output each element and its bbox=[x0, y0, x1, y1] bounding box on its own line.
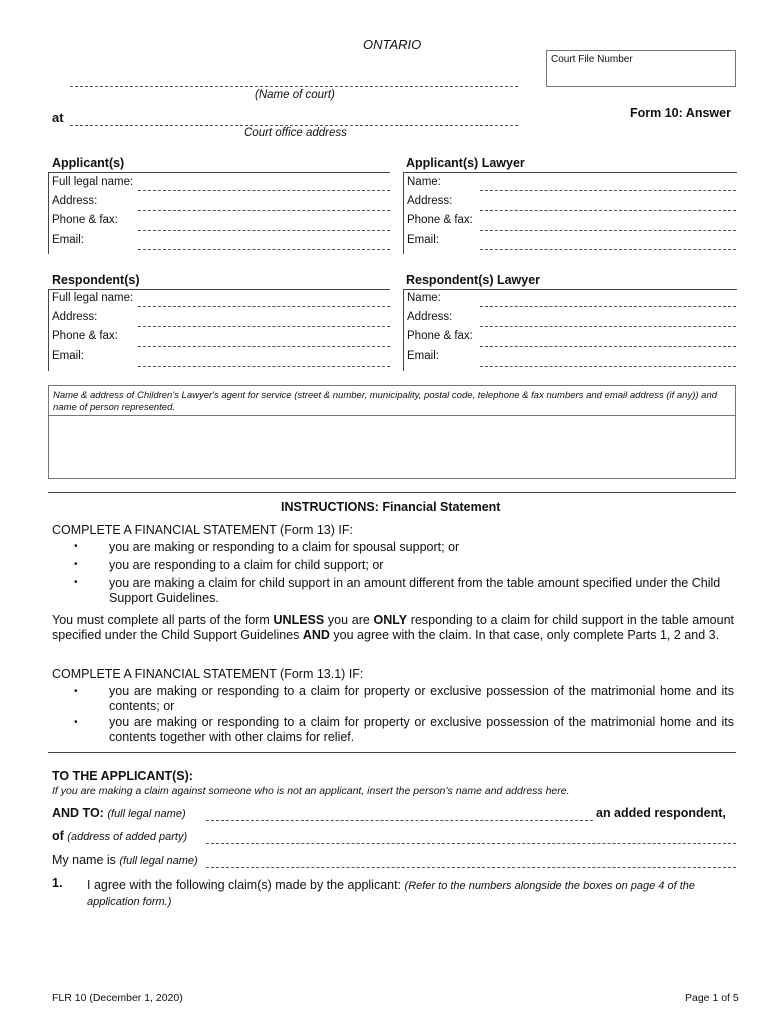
respondent-address-field[interactable] bbox=[138, 326, 390, 327]
fs13-item-2: you are responding to a claim for child support; or bbox=[109, 558, 384, 572]
added-party-address-field[interactable] bbox=[206, 843, 736, 844]
instructions-title: INSTRUCTIONS: Financial Statement bbox=[281, 500, 501, 514]
item-1-text bbox=[87, 878, 734, 910]
court-office-caption: Court office address bbox=[244, 127, 347, 139]
respondent-lawyer-phone-label: Phone & fax: bbox=[407, 330, 473, 342]
of-label: of bbox=[52, 829, 64, 843]
section-divider-2 bbox=[48, 752, 736, 753]
applicant-lawyer-phone-label: Phone & fax: bbox=[407, 214, 473, 226]
footer-form-ref: FLR 10 (December 1, 2020) bbox=[52, 992, 183, 1004]
fs13-bullet-2: • bbox=[74, 559, 78, 570]
fs13-item-3: you are making a claim for child support in an amount different from the table amount specified under the Child Support Guidelines. bbox=[109, 576, 721, 605]
fs13-item-1: you are making or responding to a claim for spousal support; or bbox=[109, 540, 460, 554]
applicant-lawyer-name-field[interactable] bbox=[480, 190, 736, 191]
respondent-email-field[interactable] bbox=[138, 366, 390, 367]
respondent-lawyer-email-label: Email: bbox=[407, 350, 439, 362]
my-name-field[interactable] bbox=[206, 867, 736, 868]
fs13-bullet-1: • bbox=[74, 541, 78, 552]
respondent-phone-field[interactable] bbox=[138, 346, 390, 347]
fs131-bullet-2: • bbox=[74, 717, 78, 728]
respondent-address-label: Address: bbox=[52, 311, 98, 323]
applicant-email-label: Email: bbox=[52, 234, 84, 246]
respondent-lawyer-address-label: Address: bbox=[407, 311, 453, 323]
added-respondent-label: an added respondent, bbox=[596, 806, 726, 820]
to-note: If you are making a claim against someone who is not an applicant, insert the person’s name and address here. bbox=[52, 785, 570, 797]
my-name-caption: (full legal name) bbox=[119, 855, 198, 867]
respondent-lawyer-name-label: Name: bbox=[407, 292, 441, 304]
unless-text-1: You must complete all parts of the form bbox=[52, 613, 274, 627]
and-to-row bbox=[52, 806, 186, 820]
fs131-item-2: you are making or responding to a claim for property or exclusive possession of the matrimonial home and its contents together with other claims for relief. bbox=[109, 715, 734, 744]
fs13-bullet-3: • bbox=[74, 577, 78, 588]
applicant-name-field[interactable] bbox=[138, 190, 390, 191]
applicant-heading: Applicant(s) bbox=[52, 156, 125, 170]
fs131-bullet-1: • bbox=[74, 686, 78, 697]
respondent-lawyer-heading: Respondent(s) Lawyer bbox=[406, 273, 541, 287]
unless-text-4: you agree with the claim. In that case, only complete Parts 1, 2 and 3. bbox=[329, 628, 720, 642]
and-to-label: AND TO: bbox=[52, 806, 104, 820]
court-file-number-box[interactable] bbox=[546, 50, 736, 87]
respondent-lawyer-name-field[interactable] bbox=[480, 306, 736, 307]
item-1-number: 1. bbox=[52, 876, 63, 890]
unless-bold-1: UNLESS bbox=[273, 613, 325, 627]
respondent-phone-label: Phone & fax: bbox=[52, 330, 118, 342]
applicant-lawyer-address-label: Address: bbox=[407, 195, 453, 207]
respondent-heading: Respondent(s) bbox=[52, 273, 140, 287]
and-to-caption: (full legal name) bbox=[107, 808, 186, 820]
item-1-statement: I agree with the following claim(s) made by the applicant: bbox=[87, 878, 405, 892]
unless-text-3: responding to a claim for child support in the table amount specified under the Child Support Guidelines bbox=[52, 613, 734, 642]
respondent-lawyer-phone-field[interactable] bbox=[480, 346, 736, 347]
at-label: at bbox=[52, 110, 64, 125]
applicant-email-field[interactable] bbox=[138, 249, 390, 250]
court-office-address-line[interactable] bbox=[70, 125, 518, 126]
fs131-item-1: you are making or responding to a claim for property or exclusive possession of the matrimonial home and its contents; or bbox=[109, 684, 734, 713]
of-caption: (address of added party) bbox=[67, 831, 188, 843]
section-divider bbox=[48, 492, 736, 493]
respondent-email-label: Email: bbox=[52, 350, 84, 362]
applicant-lawyer-email-label: Email: bbox=[407, 234, 439, 246]
my-name-label: My name is bbox=[52, 853, 116, 867]
my-name-row bbox=[52, 853, 198, 867]
respondent-name-field[interactable] bbox=[138, 306, 390, 307]
footer-page-number: Page 1 of 5 bbox=[685, 992, 739, 1004]
to-applicant-heading: TO THE APPLICANT(S): bbox=[52, 769, 193, 783]
applicant-lawyer-phone-field[interactable] bbox=[480, 230, 736, 231]
name-of-court-line[interactable] bbox=[70, 86, 518, 87]
applicant-lawyer-heading: Applicant(s) Lawyer bbox=[406, 156, 525, 170]
unless-bold-3: AND bbox=[302, 628, 330, 642]
unless-bold-2: ONLY bbox=[373, 613, 408, 627]
childrens-lawyer-caption: Name & address of Children's Lawyer's agent for service (street & number, municipality, postal code, telephone & fax numbers and email address (if any)) and name of person represented. bbox=[53, 390, 718, 413]
applicant-lawyer-name-label: Name: bbox=[407, 176, 441, 188]
fs13-heading: COMPLETE A FINANCIAL STATEMENT (Form 13) IF: bbox=[52, 523, 353, 537]
added-respondent-name-field[interactable] bbox=[206, 820, 593, 821]
fs131-heading: COMPLETE A FINANCIAL STATEMENT (Form 13.1) IF: bbox=[52, 667, 364, 681]
applicant-lawyer-email-field[interactable] bbox=[480, 249, 736, 250]
applicant-phone-field[interactable] bbox=[138, 230, 390, 231]
applicant-address-label: Address: bbox=[52, 195, 98, 207]
respondent-name-label: Full legal name: bbox=[52, 292, 134, 304]
applicant-phone-label: Phone & fax: bbox=[52, 214, 118, 226]
of-row bbox=[52, 829, 187, 843]
court-file-number-label: Court File Number bbox=[551, 54, 633, 65]
item-1-note: (Refer to the numbers alongside the boxes on page 4 of the application form.) bbox=[87, 880, 695, 908]
unless-text-2: you are bbox=[324, 613, 374, 627]
respondent-lawyer-address-field[interactable] bbox=[480, 326, 736, 327]
name-of-court-caption: (Name of court) bbox=[255, 89, 335, 101]
jurisdiction-title: ONTARIO bbox=[363, 37, 422, 52]
respondent-lawyer-email-field[interactable] bbox=[480, 366, 736, 367]
childrens-lawyer-box[interactable] bbox=[48, 385, 736, 479]
unless-paragraph bbox=[52, 613, 734, 643]
form-title: Form 10: Answer bbox=[630, 106, 731, 120]
applicant-address-field[interactable] bbox=[138, 210, 390, 211]
applicant-lawyer-address-field[interactable] bbox=[480, 210, 736, 211]
applicant-name-label: Full legal name: bbox=[52, 176, 134, 188]
